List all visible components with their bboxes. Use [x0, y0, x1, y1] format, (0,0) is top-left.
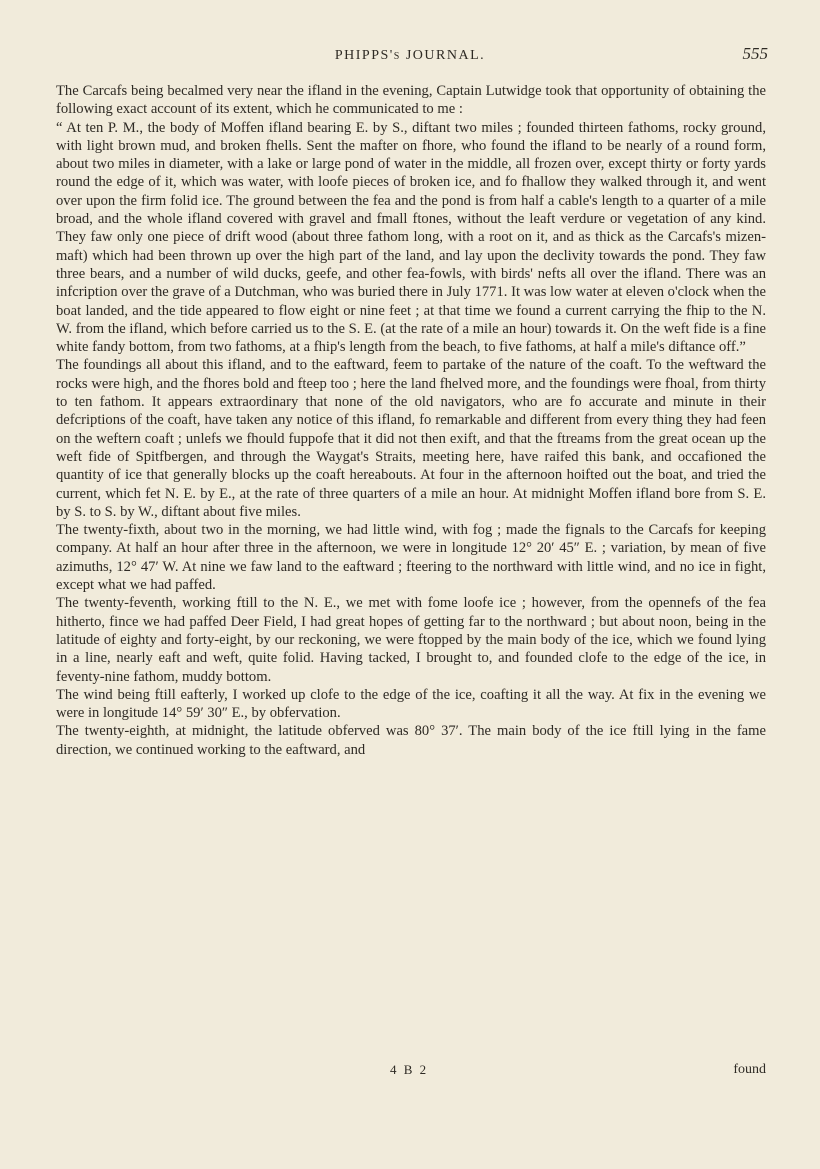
- paragraph: The wind being ftill eafterly, I worked up clofe to the edge of the ice, coafting it all the way. At fix in the evening we were in longitude 14° 59′ 30″ E., by obfervation.: [56, 686, 766, 722]
- running-head: [0, 44, 820, 78]
- paragraph: The foundings all about this ifland, and to the eaftward, feem to partake of the nature of the coaft. To the weftward the rocks were high, and the fhores bold and fteep too ; here the land fhelved more, and the foundings were fhoal, from thirty to ten fathom. It appears extraordinary that none of the old navigators, who are fo accurate and minute in their defcriptions of the coaft, have taken any notice of this ifland, fo remarkable and different from every thing they had feen on the weftern coaft ; unlefs we fhould fuppofe that it did not then exift, and that the ftreams from the great ocean up the weft fide of Spitfbergen, and through the Waygat's Straits, meeting here, have raifed this bank, and occafioned the quantity of ice that generally blocks up the coaft hereabouts. At four in the afternoon hoifted out the boat, and tried the current, which fet N. E. by E., at the rate of three quarters of a mile an hour. At midnight Moffen ifland bore from S. E. by S. to S. by W., diftant about five miles.: [56, 357, 766, 520]
- page-number: 555: [742, 44, 768, 63]
- paragraph: The Carcafs being becalmed very near the ifland in the evening, Captain Lutwidge took that opportunity of obtaining the following exact account of its extent, which he communicated to me :: [56, 83, 766, 118]
- running-title: PHIPPS's JOURNAL.: [334, 48, 486, 63]
- paragraph: The twenty-eighth, at midnight, the latitude obferved was 80° 37′. The main body of the ice ftill lying in the fame direction, we continued working to the eaftward, and: [56, 723, 766, 758]
- page-footer: [56, 1062, 766, 1082]
- body-text: [56, 82, 766, 759]
- paragraph: The twenty-fixth, about two in the morning, we had little wind, with fog ; made the fignals to the Carcafs for keeping company. At half an hour after three in the afternoon, we were in longitude 12° 20′ 45″ E. ; variation, by mean of five azimuths, 12° 47′ W. At nine we faw land to the eaftward ; fteering to the northward with little wind, and no ice in fight, except what we had paffed.: [56, 522, 766, 594]
- paragraph: “ At ten P. M., the body of Moffen ifland bearing E. by S., diftant two miles ; founded thirteen fathoms, rocky ground, with light brown mud, and broken fhells. Sent the mafter on fhore, who found the ifland to be nearly of a round form, about two miles in diameter, with a lake or large pond of water in the middle, all frozen over, except thirty or forty yards round the edge of it, which was water, with loofe pieces of broken ice, and fo fhallow they walked through it, and went over upon the firm folid ice. The ground between the fea and the pond is from half a cable's length to a quarter of a mile broad, and the whole ifland covered with gravel and fmall ftones, without the leaft verdure or vegetation of any kind. They faw only one piece of drift wood (about three fathom long, with a root on it, and as thick as the Carcafs's mizen-maft) which had been thrown up over the high part of the land, and lay upon the declivity towards the pond. They faw three bears, and a number of wild ducks, geefe, and other fea-fowls, with birds' nefts all over the ifland. There was an infcription over the grave of a Dutchman, who was buried there in July 1771. It was low water at eleven o'clock when the boat landed, and the tide appeared to flow eight or nine feet ; at that time we found a current carrying the fhip to the N. W. from the ifland, which before carried us to the S. E. (at the rate of a mile an hour) towards it. On the weft fide is a fine white fandy bottom, from two fathoms, at a fhip's length from the beach, to five fathoms, at half a mile's diftance off.”: [56, 119, 766, 356]
- catchword: found: [733, 1062, 766, 1077]
- paragraph: The twenty-feventh, working ftill to the N. E., we met with fome loofe ice ; however, from the opennefs of the fea hitherto, fince we had paffed Deer Field, I had great hopes of getting far to the northward ; but about noon, being in the latitude of eighty and forty-eight, by our reckoning, we were ftopped by the main body of the ice, which we found lying in a line, nearly eaft and weft, quite folid. Having tacked, I brought to, and founded clofe to the edge of the ice, in feventy-nine fathom, muddy bottom.: [56, 595, 766, 685]
- signature-mark: 4 B 2: [390, 1062, 429, 1077]
